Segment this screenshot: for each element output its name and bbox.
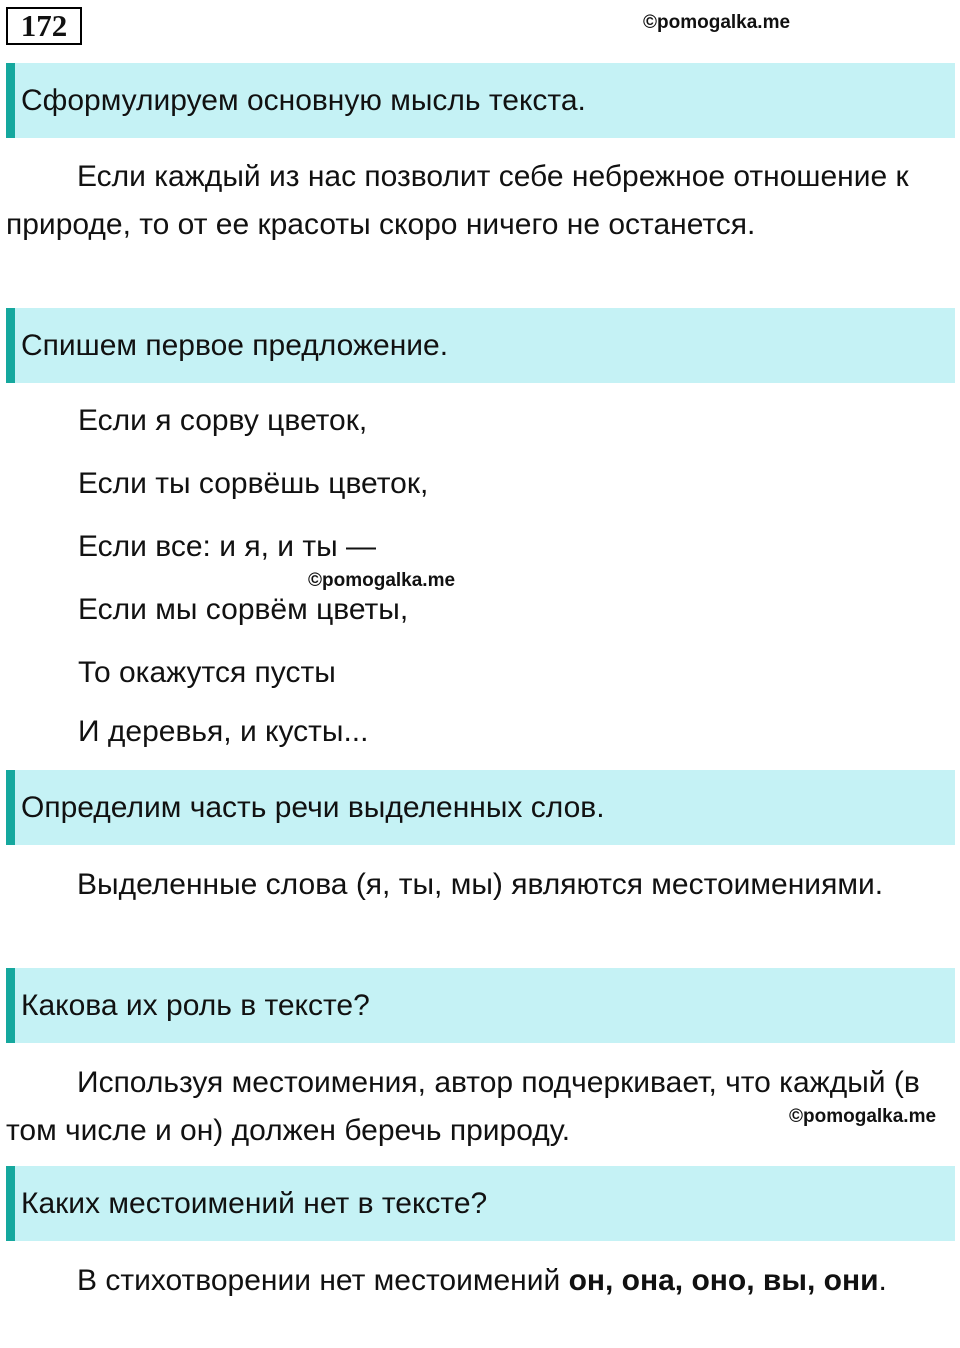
paragraph-role-text: Используя местоимения, автор подчеркивает, что каждый (в том числе и он) должен беречь природу. — [6, 1066, 920, 1147]
task-number: 172 — [6, 7, 82, 45]
poem-line: То окажутся пусты — [78, 656, 336, 689]
paragraph-part-of-speech-text: Выделенные слова (я, ты, мы) являются местоимениями. — [77, 868, 884, 901]
watermark-top: ©pomogalka.me — [643, 12, 791, 33]
poem-line: Если я сорву цветок, — [78, 404, 368, 437]
watermark-bottom: ©pomogalka.me — [789, 1106, 937, 1127]
section-heading-first-sentence: Спишем первое предложение. — [6, 308, 955, 383]
paragraph-missing-pronouns-text: В стихотворении нет местоимений — [77, 1264, 569, 1297]
paragraph-part-of-speech — [6, 861, 926, 909]
poem-line: Если все: и я, и ты — — [78, 530, 376, 563]
poem-line: Если ты сорвёшь цветок, — [78, 467, 429, 500]
paragraph-end-punctuation: . — [878, 1264, 887, 1297]
paragraph-missing-pronouns — [6, 1257, 926, 1305]
section-heading-main-idea: Сформулируем основную мысль текста. — [6, 63, 955, 138]
paragraph-main-idea — [6, 153, 926, 249]
section-heading-role: Какова их роль в тексте? — [6, 968, 955, 1043]
watermark-middle: ©pomogalka.me — [308, 570, 456, 591]
paragraph-main-idea-text: Если каждый из нас позволит себе небрежное отношение к природе, то от ее красоты скоро ничего не останется. — [6, 160, 909, 241]
section-heading-missing-pronouns: Каких местоимений нет в тексте? — [6, 1166, 955, 1241]
paragraph-role — [6, 1059, 926, 1155]
section-heading-part-of-speech: Определим часть речи выделенных слов. — [6, 770, 955, 845]
missing-pronouns-list: он, она, оно, вы, они — [568, 1264, 879, 1297]
poem-line: Если мы сорвём цветы, — [78, 593, 409, 626]
poem-line: И деревья, и кусты... — [78, 715, 369, 748]
